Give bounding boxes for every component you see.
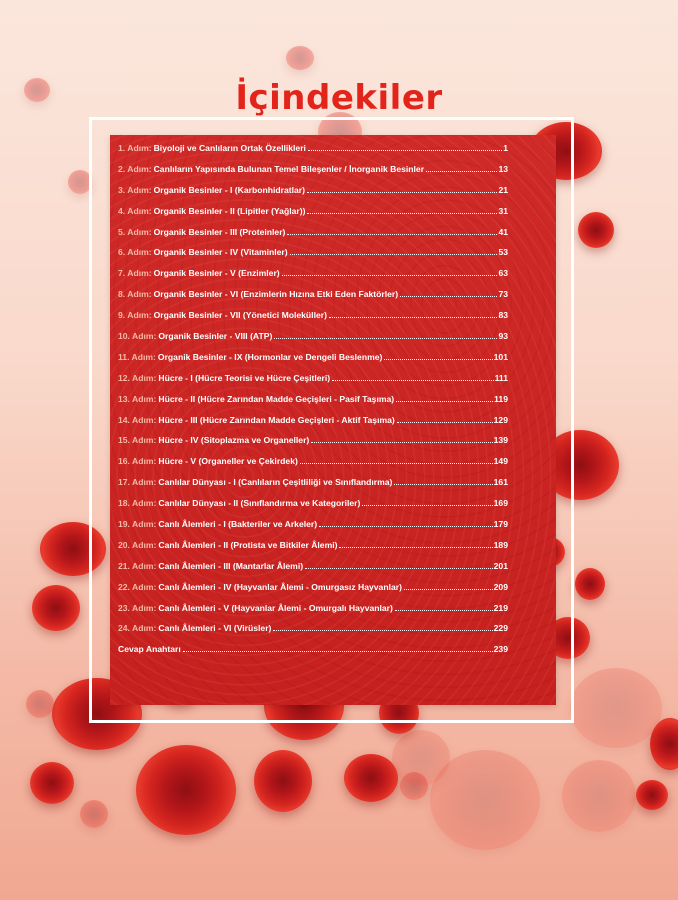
toc-entry-title: Organik Besinler - I (Karbonhidratlar) xyxy=(153,184,305,195)
toc-page-number: 169 xyxy=(493,498,508,509)
table-of-contents xyxy=(118,143,508,665)
toc-dot-leader xyxy=(273,630,492,631)
toc-entry-title: Hücre - III (Hücre Zarından Madde Geçişleri - Aktif Taşıma) xyxy=(158,414,395,425)
toc-step-label: 5. Adım: xyxy=(118,226,152,237)
toc-dot-leader xyxy=(307,213,497,214)
toc-step-label: 16. Adım: xyxy=(118,456,157,467)
toc-entry-title: Hücre - II (Hücre Zarından Madde Geçişleri - Pasif Taşıma) xyxy=(158,393,395,404)
toc-dot-leader xyxy=(400,296,497,297)
toc-entry[interactable] xyxy=(118,352,508,373)
toc-entry[interactable] xyxy=(118,143,508,164)
toc-entry[interactable] xyxy=(118,415,508,436)
toc-step-label: 18. Adım: xyxy=(118,498,157,509)
toc-entry-title: Canlı Âlemleri - II (Protista ve Bitkiler Âlemi) xyxy=(158,539,338,550)
toc-dot-leader xyxy=(290,254,498,255)
toc-dot-leader xyxy=(395,610,493,611)
toc-entry-title: Canlı Âlemleri - IV (Hayvanlar Âlemi - Omurgasız Hayvanlar) xyxy=(158,581,402,592)
toc-dot-leader xyxy=(308,150,502,151)
toc-dot-leader xyxy=(307,192,497,193)
toc-step-label: 11. Adım: xyxy=(118,351,156,362)
toc-step-label: 2. Adım: xyxy=(118,163,152,174)
toc-entry[interactable] xyxy=(118,456,508,477)
toc-entry-title: Organik Besinler - IV (Vitaminler) xyxy=(153,247,288,258)
blood-cell-icon xyxy=(254,750,312,812)
toc-page-number: 83 xyxy=(498,310,508,321)
toc-dot-leader xyxy=(426,171,497,172)
toc-page-number: 139 xyxy=(493,435,508,446)
toc-entry-title: Organik Besinler - VIII (ATP) xyxy=(158,331,273,342)
toc-step-label: 14. Adım: xyxy=(118,414,157,425)
blood-cell-icon xyxy=(392,730,450,786)
toc-dot-leader xyxy=(287,234,497,235)
toc-entry[interactable] xyxy=(118,582,508,603)
toc-dot-leader xyxy=(394,484,492,485)
toc-page-number: 53 xyxy=(498,247,508,258)
toc-dot-leader xyxy=(329,317,497,318)
blood-cell-icon xyxy=(32,585,80,631)
toc-step-label: 21. Adım: xyxy=(118,560,157,571)
toc-page-number: 161 xyxy=(493,477,508,488)
toc-entry[interactable] xyxy=(118,477,508,498)
toc-page-number: 1 xyxy=(503,143,508,153)
toc-page-number: 73 xyxy=(498,289,508,300)
toc-step-label: 17. Adım: xyxy=(118,477,157,488)
toc-entry[interactable] xyxy=(118,373,508,394)
toc-dot-leader xyxy=(396,401,493,402)
toc-step-label: 1. Adım: xyxy=(118,143,152,153)
toc-step-label: 15. Adım: xyxy=(118,435,157,446)
toc-entry-title: Canlı Âlemleri - III (Mantarlar Âlemi) xyxy=(158,560,304,571)
blood-cell-icon xyxy=(26,690,54,718)
toc-entry[interactable] xyxy=(118,498,508,519)
toc-entry-title: Organik Besinler - II (Lipitler (Yağlar)) xyxy=(153,205,306,216)
toc-step-label: 12. Adım: xyxy=(118,372,157,383)
toc-entry-title: Hücre - V (Organeller ve Çekirdek) xyxy=(158,456,298,467)
toc-dot-leader xyxy=(300,463,493,464)
toc-entry[interactable] xyxy=(118,561,508,582)
toc-entry[interactable] xyxy=(118,644,508,665)
toc-entry-title: Biyoloji ve Canlıların Ortak Özellikleri xyxy=(153,143,306,153)
toc-dot-leader xyxy=(362,505,492,506)
toc-entry-title: Organik Besinler - III (Proteinler) xyxy=(153,226,286,237)
toc-page-number: 111 xyxy=(494,372,508,383)
toc-dot-leader xyxy=(183,651,493,652)
toc-dot-leader xyxy=(319,526,493,527)
blood-cell-icon xyxy=(286,46,314,70)
toc-entry[interactable] xyxy=(118,206,508,227)
toc-entry[interactable] xyxy=(118,185,508,206)
toc-entry-title: Organik Besinler - VI (Enzimlerin Hızına Etki Eden Faktörler) xyxy=(153,289,399,300)
toc-entry[interactable] xyxy=(118,603,508,624)
toc-dot-leader xyxy=(384,359,492,360)
toc-entry-title: Canlıların Yapısında Bulunan Temel Bileşenler / İnorganik Besinler xyxy=(153,163,425,174)
toc-entry[interactable] xyxy=(118,519,508,540)
toc-page-number: 239 xyxy=(493,644,508,655)
toc-page-number: 229 xyxy=(493,623,508,634)
blood-cell-icon xyxy=(80,800,108,828)
toc-page-number: 93 xyxy=(498,331,508,342)
toc-entry-title: Cevap Anahtarı xyxy=(118,644,181,655)
toc-page-number: 201 xyxy=(493,560,508,571)
toc-dot-leader xyxy=(404,589,493,590)
toc-step-label: 4. Adım: xyxy=(118,205,152,216)
toc-entry[interactable] xyxy=(118,394,508,415)
toc-page-number: 189 xyxy=(493,539,508,550)
toc-entry[interactable] xyxy=(118,540,508,561)
toc-entry-title: Organik Besinler - IX (Hormonlar ve Dengeli Beslenme) xyxy=(157,351,383,362)
toc-page-number: 13 xyxy=(498,163,508,174)
toc-entry[interactable] xyxy=(118,435,508,456)
toc-page-number: 129 xyxy=(493,414,508,425)
blood-cell-icon xyxy=(562,760,636,832)
blood-cell-icon xyxy=(636,780,668,810)
toc-page-number: 149 xyxy=(493,456,508,467)
toc-entry[interactable] xyxy=(118,247,508,268)
toc-page-number: 21 xyxy=(498,184,508,195)
toc-entry[interactable] xyxy=(118,331,508,352)
toc-dot-leader xyxy=(332,380,493,381)
blood-cell-icon xyxy=(30,762,74,804)
toc-step-label: 24. Adım: xyxy=(118,623,157,634)
toc-step-label: 19. Adım: xyxy=(118,519,157,530)
toc-entry[interactable] xyxy=(118,227,508,248)
toc-step-label: 13. Adım: xyxy=(118,393,157,404)
toc-entry-title: Canlı Âlemleri - V (Hayvanlar Âlemi - Omurgalı Hayvanlar) xyxy=(158,602,393,613)
toc-step-label: 6. Adım: xyxy=(118,247,152,258)
toc-dot-leader xyxy=(282,275,498,276)
toc-entry-title: Canlılar Dünyası - II (Sınıflandırma ve Kategoriler) xyxy=(158,498,361,509)
blood-cell-icon xyxy=(578,212,614,248)
toc-entry-title: Hücre - IV (Sitoplazma ve Organeller) xyxy=(158,435,310,446)
toc-entry[interactable] xyxy=(118,164,508,185)
toc-entry-title: Canlı Âlemleri - I (Bakteriler ve Arkeler) xyxy=(158,519,318,530)
toc-entry-title: Canlı Âlemleri - VI (Virüsler) xyxy=(158,623,272,634)
toc-entry-title: Organik Besinler - V (Enzimler) xyxy=(153,268,280,279)
toc-dot-leader xyxy=(311,442,492,443)
toc-step-label: 20. Adım: xyxy=(118,539,157,550)
blood-cell-icon xyxy=(136,745,236,835)
toc-page-number: 209 xyxy=(493,581,508,592)
toc-page-number: 63 xyxy=(498,268,508,279)
toc-page-number: 31 xyxy=(498,205,508,216)
toc-page-number: 101 xyxy=(493,351,508,362)
toc-entry-title: Canlılar Dünyası - I (Canlıların Çeşitliliği ve Sınıflandırma) xyxy=(158,477,393,488)
toc-dot-leader xyxy=(397,422,493,423)
toc-step-label: 7. Adım: xyxy=(118,268,152,279)
blood-cell-icon xyxy=(344,754,398,802)
toc-dot-leader xyxy=(339,547,492,548)
toc-step-label: 3. Adım: xyxy=(118,184,152,195)
toc-entry[interactable] xyxy=(118,623,508,644)
blood-cell-icon xyxy=(570,668,662,748)
toc-step-label: 9. Adım: xyxy=(118,310,152,321)
toc-entry[interactable] xyxy=(118,268,508,289)
toc-step-label: 10. Adım: xyxy=(118,331,157,342)
toc-page-number: 119 xyxy=(494,393,508,404)
page-title: İçindekiler xyxy=(235,78,443,118)
toc-dot-leader xyxy=(305,568,493,569)
toc-page-number: 41 xyxy=(498,226,508,237)
toc-step-label: 8. Adım: xyxy=(118,289,152,300)
toc-dot-leader xyxy=(274,338,497,339)
toc-step-label: 23. Adım: xyxy=(118,602,157,613)
toc-entry-title: Organik Besinler - VII (Yönetici Moleküller) xyxy=(153,310,327,321)
toc-step-label: 22. Adım: xyxy=(118,581,157,592)
toc-entry[interactable] xyxy=(118,289,508,310)
blood-cell-icon xyxy=(575,568,605,600)
toc-page-number: 179 xyxy=(493,519,508,530)
toc-page-number: 219 xyxy=(493,602,508,613)
toc-entry-title: Hücre - I (Hücre Teorisi ve Hücre Çeşitleri) xyxy=(158,372,331,383)
toc-entry[interactable] xyxy=(118,310,508,331)
